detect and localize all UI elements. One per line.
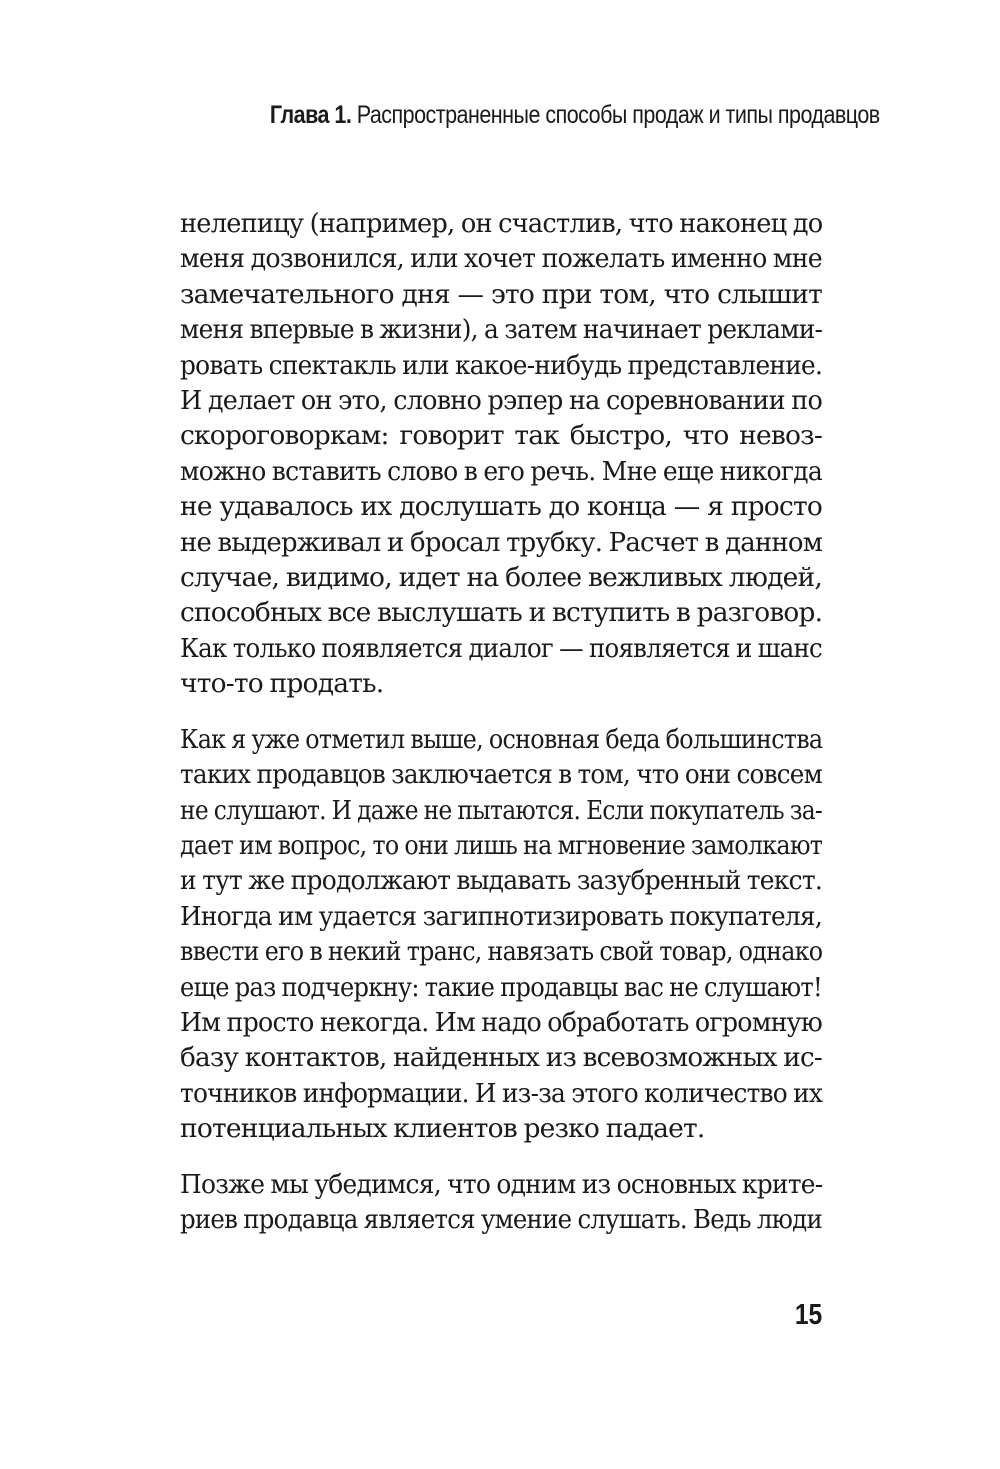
text-line: замечательного дня — это при том, что слышит xyxy=(180,278,822,310)
text-line: дает им вопрос, то они лишь на мгновение замолкают xyxy=(180,829,823,861)
text-line: меня дозвонился, или хочет пожелать именно мне xyxy=(180,243,822,275)
text-line: базу контактов, найденных из всевозможных ис- xyxy=(180,1042,822,1074)
text-line: меня впервые в жизни), а затем начинает реклами- xyxy=(180,314,823,346)
text-line: случае, видимо, идет на более вежливых людей, xyxy=(180,562,822,594)
text-line: Как только появляется диалог — появляется и шанс xyxy=(180,632,822,664)
text-line: Как я уже отметил выше, основная беда большинства xyxy=(180,723,823,755)
text-line: еще раз подчеркну: такие продавцы вас не слушают! xyxy=(180,971,822,1003)
text-line: не слушают. И даже не пытаются. Если покупатель за- xyxy=(180,794,823,826)
paragraph-3 xyxy=(180,1167,822,1238)
text-line: И делает он это, словно рэпер на соревновании по xyxy=(180,385,823,417)
text-line: ровать спектакль или какое-нибудь представление. xyxy=(180,349,823,381)
text-line: Позже мы убедимся, что одним из основных крите- xyxy=(180,1168,823,1200)
text-line: не удавалось их дослушать до конца — я просто xyxy=(180,491,822,523)
body-text xyxy=(180,206,822,1257)
text-line: можно вставить слово в его речь. Мне еще никогда xyxy=(180,455,822,487)
running-head xyxy=(269,98,880,132)
chapter-title: Распространенные способы продаж и типы продавцов xyxy=(356,101,880,129)
paragraph-2 xyxy=(180,722,822,1147)
text-line: скороговоркам: говорит так быстро, что невоз- xyxy=(180,420,822,452)
text-line: способных все выслушать и вступить в разговор. xyxy=(180,597,823,629)
text-line: Иногда им удается загипнотизировать покупателя, xyxy=(180,900,822,932)
text-line: нелепицу (например, он счастлив, что наконец до xyxy=(180,208,823,239)
text-line: риев продавца является умение слушать. Ведь люди xyxy=(180,1203,823,1235)
chapter-label: Глава 1. xyxy=(269,101,352,129)
text-line: Им просто некогда. Им надо обработать огромную xyxy=(180,1006,823,1038)
page-number: 15 xyxy=(794,1299,822,1331)
paragraph-1 xyxy=(180,206,822,702)
text-line: не выдерживал и бросал трубку. Расчет в данном xyxy=(180,526,823,558)
text-line: что-то продать. xyxy=(180,668,384,700)
text-line: потенциальных клиентов резко падает. xyxy=(180,1113,705,1145)
text-line: таких продавцов заключается в том, что они совсем xyxy=(180,759,823,791)
text-line: ввести его в некий транс, навязать свой товар, однако xyxy=(180,936,823,968)
text-line: и тут же продолжают выдавать зазубренный текст. xyxy=(180,865,823,897)
text-line: точников информации. И из-за этого количество их xyxy=(180,1077,823,1109)
